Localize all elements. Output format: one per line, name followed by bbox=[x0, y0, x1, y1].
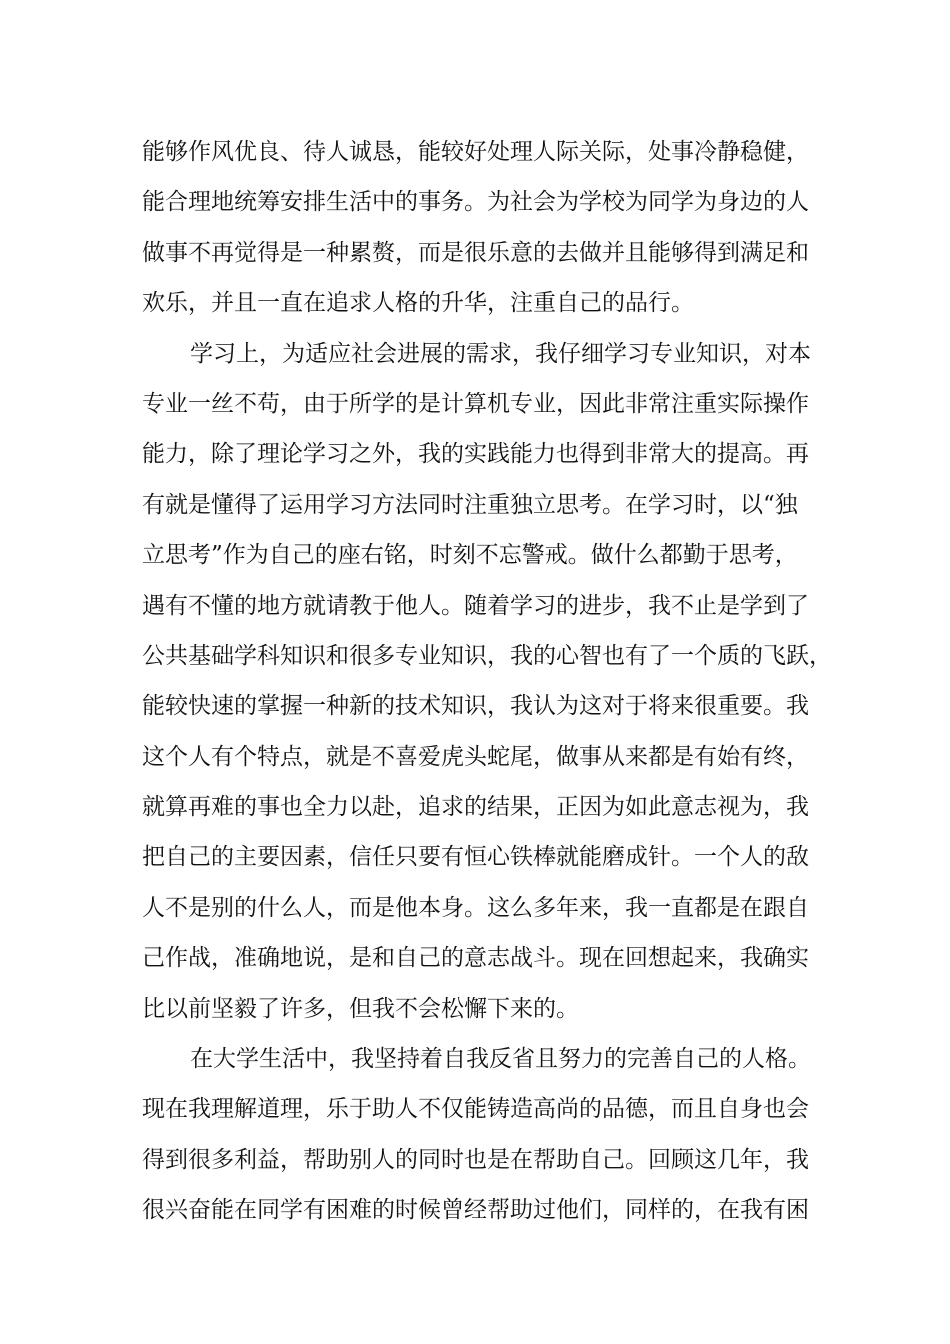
text-line: 立思考”作为自己的座右铭，时刻不忘警戒。做什么都勤于思考， bbox=[142, 542, 798, 569]
text-line: 这个人有个特点，就是不喜爱虎头蛇尾，做事从来都是有始有终， bbox=[142, 743, 809, 770]
text-line: 能合理地统筹安排生活中的事务。为社会为学校为同学为身边的人 bbox=[142, 189, 809, 216]
text-line: 得到很多利益，帮助别人的同时也是在帮助自己。回顾这几年，我 bbox=[142, 1146, 809, 1173]
text-line: 遇有不懂的地方就请教于他人。随着学习的进步，我不止是学到了 bbox=[142, 592, 809, 619]
text-line: 做事不再觉得是一种累赘，而是很乐意的去做并且能够得到满足和 bbox=[142, 239, 809, 266]
text-line: 己作战，准确地说，是和自己的意志战斗。现在回想起来，我确实 bbox=[142, 945, 809, 972]
text-line: 现在我理解道理，乐于助人不仅能铸造高尚的品德，而且自身也会 bbox=[142, 1096, 809, 1123]
text-line: 有就是懂得了运用学习方法同时注重独立思考。在学习时，以“独 bbox=[142, 491, 798, 518]
text-line: 能力，除了理论学习之外，我的实践能力也得到非常大的提高。再 bbox=[142, 441, 809, 468]
text-line: 公共基础学科知识和很多专业知识，我的心智也有了一个质的飞跃， bbox=[142, 642, 832, 669]
text-line: 比以前坚毅了许多，但我不会松懈下来的。 bbox=[142, 995, 579, 1022]
text-line: 能较快速的掌握一种新的技术知识，我认为这对于将来很重要。我 bbox=[142, 693, 809, 720]
text-line: 把自己的主要因素，信任只要有恒心铁棒就能磨成针。一个人的敌 bbox=[142, 844, 809, 871]
text-line: 欢乐，并且一直在追求人格的升华，注重自己的品行。 bbox=[142, 290, 694, 317]
text-line: 就算再难的事也全力以赴，追求的结果，正因为如此意志视为，我 bbox=[142, 794, 809, 821]
text-line: 很兴奋能在同学有困难的时候曾经帮助过他们，同样的，在我有困 bbox=[142, 1197, 809, 1224]
text-line: 学习上，为适应社会进展的需求，我仔细学习专业知识，对本 bbox=[190, 340, 811, 367]
text-line: 专业一丝不苟，由于所学的是计算机专业，因此非常注重实际操作 bbox=[142, 390, 809, 417]
body-text bbox=[142, 127, 842, 1236]
text-line: 能够作风优良、待人诚恳，能较好处理人际关际，处事冷静稳健， bbox=[142, 139, 809, 165]
text-line: 在大学生活中，我坚持着自我反省且努力的完善自己的人格。 bbox=[190, 1046, 811, 1073]
text-line: 人不是别的什么人，而是他本身。这么多年来，我一直都是在跟自 bbox=[142, 894, 809, 921]
